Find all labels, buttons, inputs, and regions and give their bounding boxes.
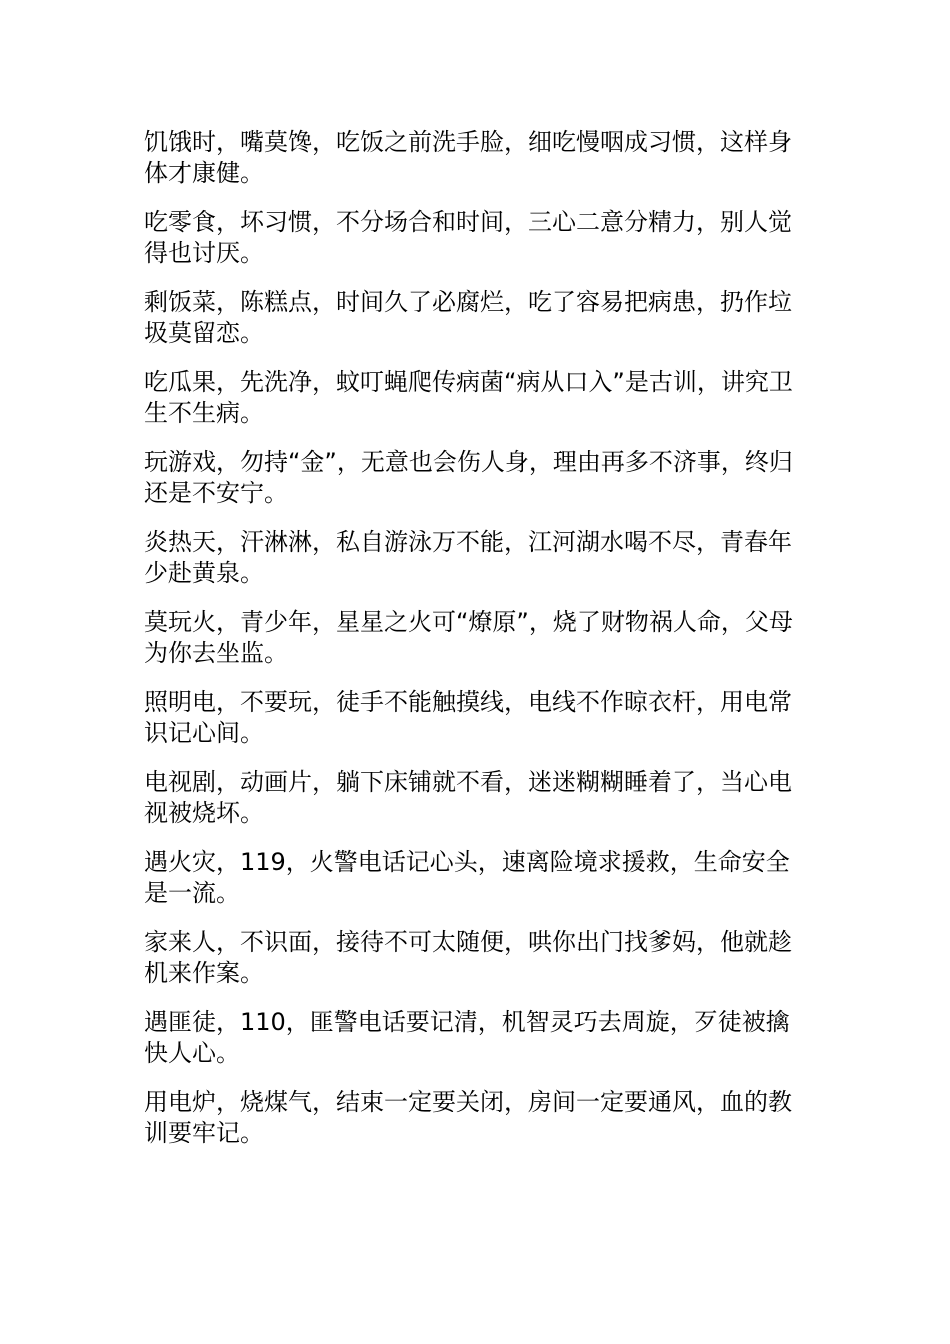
paragraph-3: 剩饭菜，陈糕点，时间久了必腐烂，吃了容易把病患，扔作垃圾莫留恋。 [144,288,792,347]
paragraph-9: 电视剧，动画片，躺下床铺就不看，迷迷糊糊睡着了，当心电视被烧坏。 [144,768,792,827]
paragraph-8: 照明电，不要玩，徒手不能触摸线，电线不作晾衣杆，用电常识记心间。 [144,688,792,747]
paragraph-10: 遇火灾，119，火警电话记心头，速离险境求援救，生命安全是一流。 [144,848,790,907]
paragraph-4: 吃瓜果，先洗净，蚊叮蝇爬传病菌“病从口入”是古训，讲究卫生不生病。 [144,368,793,427]
paragraph-5: 玩游戏，勿持“金”，无意也会伤人身，理由再多不济事，终归还是不安宁。 [144,448,793,507]
paragraph-7: 莫玩火，青少年，星星之火可“燎原”，烧了财物祸人命，父母为你去坐监。 [144,608,793,667]
paragraph-12: 遇匪徒，110，匪警电话要记清，机智灵巧去周旋，歹徒被擒快人心。 [144,1008,790,1067]
document-body [144,127,794,1167]
paragraph-13: 用电炉，烧煤气，结束一定要关闭，房间一定要通风，血的教训要牢记。 [144,1088,792,1147]
paragraph-11: 家来人，不识面，接待不可太随便，哄你出门找爹妈，他就趁机来作案。 [144,928,792,987]
paragraph-2: 吃零食，坏习惯，不分场合和时间，三心二意分精力，别人觉得也讨厌。 [144,208,792,267]
paragraph-6: 炎热天，汗淋淋，私自游泳万不能，江河湖水喝不尽，青春年少赴黄泉。 [144,528,792,587]
paragraph-1: 饥饿时，嘴莫馋，吃饭之前洗手脸，细吃慢咽成习惯，这样身体才康健。 [144,128,792,187]
